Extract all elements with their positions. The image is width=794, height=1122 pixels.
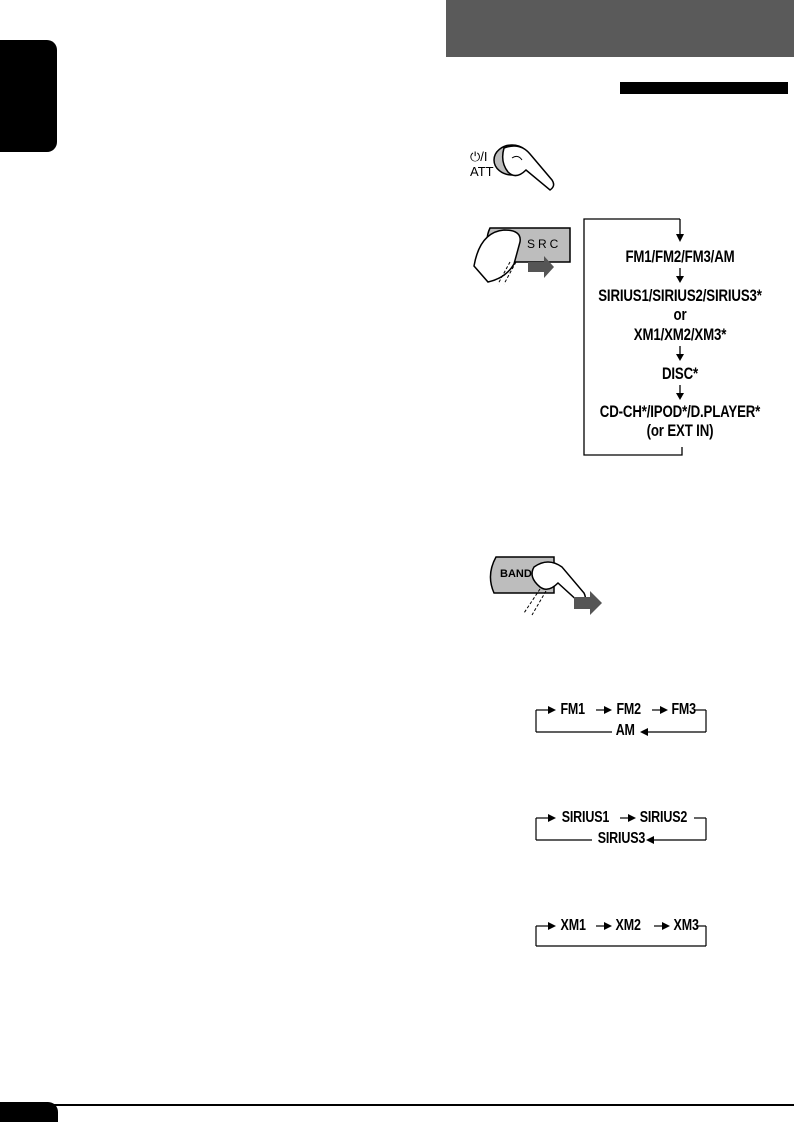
fm-cycle-fm3: FM3	[671, 701, 696, 718]
flow-item-or: or	[673, 305, 687, 324]
flow-arrow-2	[676, 346, 684, 362]
flow-arrow-3	[676, 385, 684, 401]
finger-shape	[503, 146, 554, 190]
sirius-cycle-sirius3: SIRIUS3	[597, 830, 646, 847]
band-button-illustration	[484, 553, 614, 623]
xm-cycle-xm2: XM2	[615, 917, 641, 934]
flow-item-fm-am: FM1/FM2/FM3/AM	[625, 247, 735, 266]
finger-shape	[474, 230, 520, 282]
section-bar	[620, 82, 788, 94]
sirius-cycle-sirius2: SIRIUS2	[639, 809, 688, 826]
src-button-label: SRC	[527, 237, 562, 251]
flow-item-sirius: SIRIUS1/SIRIUS2/SIRIUS3*	[598, 286, 762, 305]
band-button-label: BAND	[500, 568, 532, 580]
flow-item-xm: XM1/XM2/XM3*	[633, 325, 727, 344]
fm-cycle-fm2: FM2	[616, 701, 641, 718]
page-number-tab	[0, 1102, 58, 1122]
power-button-illustration	[490, 140, 560, 200]
language-side-tab	[0, 40, 57, 152]
flow-item-extin: (or EXT IN)	[646, 421, 714, 440]
flow-item-disc: DISC*	[661, 364, 699, 383]
xm-cycle-xm1: XM1	[560, 917, 586, 934]
sirius-cycle-sirius1: SIRIUS1	[561, 809, 610, 826]
fm-cycle-am: AM	[615, 722, 635, 739]
finger-shape	[532, 562, 585, 603]
xm-cycle-xm3: XM3	[673, 917, 699, 934]
att-label: ATT	[470, 164, 494, 179]
fm-cycle-fm1: FM1	[560, 701, 585, 718]
flow-arrow-1	[676, 268, 684, 284]
header-banner	[446, 0, 794, 57]
src-button-illustration	[470, 218, 575, 288]
footer-rule	[0, 1104, 794, 1106]
flow-item-cdch: CD-CH*/IPOD*/D.PLAYER*	[599, 402, 761, 421]
power-symbol: ⏻/I	[470, 149, 488, 164]
